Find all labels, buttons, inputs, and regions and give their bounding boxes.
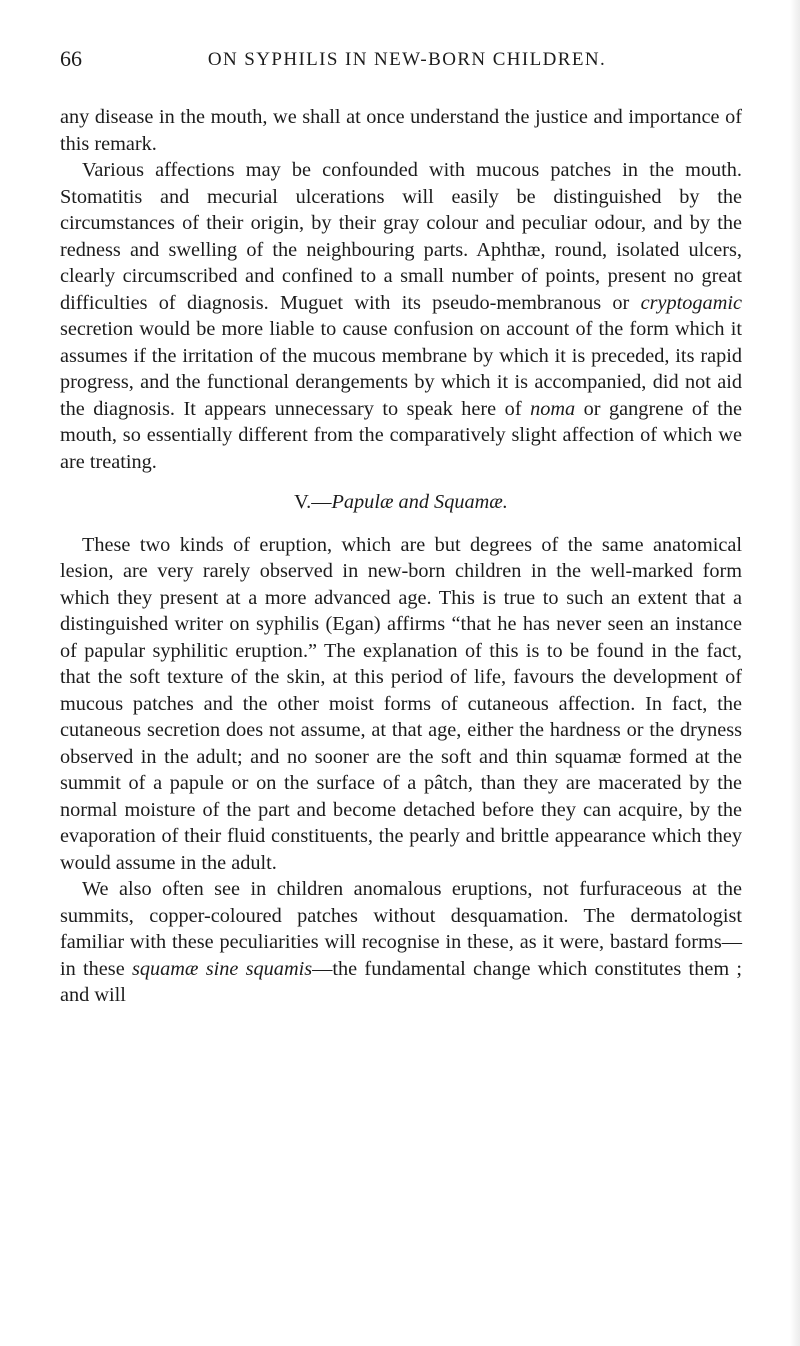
- paragraph-text: These two kinds of eruption, which are but degrees of the same anatomical lesion, are very rarely observed in new-born children in the well-marked form which they present at a more advanced age. This is true to such an extent that a distinguished writer on syphilis (Egan) affirms “that he has never seen an instance of papular syphilitic eruption.” The explanation of this is to be found in the fact, that the soft texture of the skin, at this period of life, favours the development of mucous patches and the other moist forms of cutaneous affection. In fact, the cutaneous secretion does not assume, at that age, either the hardness or the dryness observed in the adult; and no sooner are the soft and thin squamæ formed at the summit of a papule or on the surface of a pâtch, than they are macerated by the normal moisture of the part and become detached before they can acquire, by the evaporation of their fluid constituents, the pearly and brittle appearance which they would assume in the adult.: [60, 533, 742, 874]
- paragraph-text: any disease in the mouth, we shall at once understand the justice and importance of this remark.: [60, 106, 742, 155]
- paragraph-anomalous-eruptions: [60, 876, 742, 1009]
- page-number: 66: [60, 46, 82, 71]
- paragraph-text: We also often see in children anomalous eruptions, not furfuraceous at the summits, copper-coloured patches without desquamation. The dermatologist familiar with these peculiarities will recognise in these, as it were, bastard forms—in these: [60, 878, 742, 980]
- section-title: Papulæ and Squamæ.: [331, 491, 508, 513]
- italic-term: squamæ sine squamis: [131, 957, 313, 980]
- page-edge-shadow: [790, 0, 800, 1346]
- body-text: [60, 104, 742, 1009]
- paragraph-differential-diagnosis: [60, 157, 742, 475]
- running-head: [60, 46, 740, 76]
- paragraph-text: Various affections may be confounded with mucous patches in the mouth. Stomatitis and mecurial ulcerations will easily be distinguished by the circumstances of their origin, by their gray colour and peculiar odour, and by the redness and swelling of the neighbouring parts. Aphthæ, round, isolated ulcers, clearly circumscribed and confined to a small number of points, present no great difficulties of diagnosis. Muguet with its pseudo-membranous or: [60, 159, 742, 314]
- paragraph-text: or gangrene of the mouth, so essentially different from the comparatively slight affection of which we are treating.: [60, 397, 742, 473]
- section-heading: [60, 489, 742, 516]
- paragraph-text: —the fundamental change which constitutes them ; and will: [60, 957, 742, 1006]
- running-title: ON SYPHILIS IN NEW-BORN CHILDREN.: [207, 49, 607, 70]
- paragraph-text: secretion would be more liable to cause confusion on account of the form which it assumes if the irritation of the mucous membrane by which it is preceded, its rapid progress, and the functional derangements by which it is accompanied, did not aid the diagnosis. It appears unnecessary to speak here of: [60, 318, 742, 420]
- italic-term: cryptogamic: [640, 291, 742, 314]
- paragraph-continuation: [60, 104, 742, 157]
- italic-term: noma: [530, 397, 576, 420]
- paragraph-papulae-squamae: [60, 532, 742, 877]
- section-number: V.—: [294, 491, 332, 513]
